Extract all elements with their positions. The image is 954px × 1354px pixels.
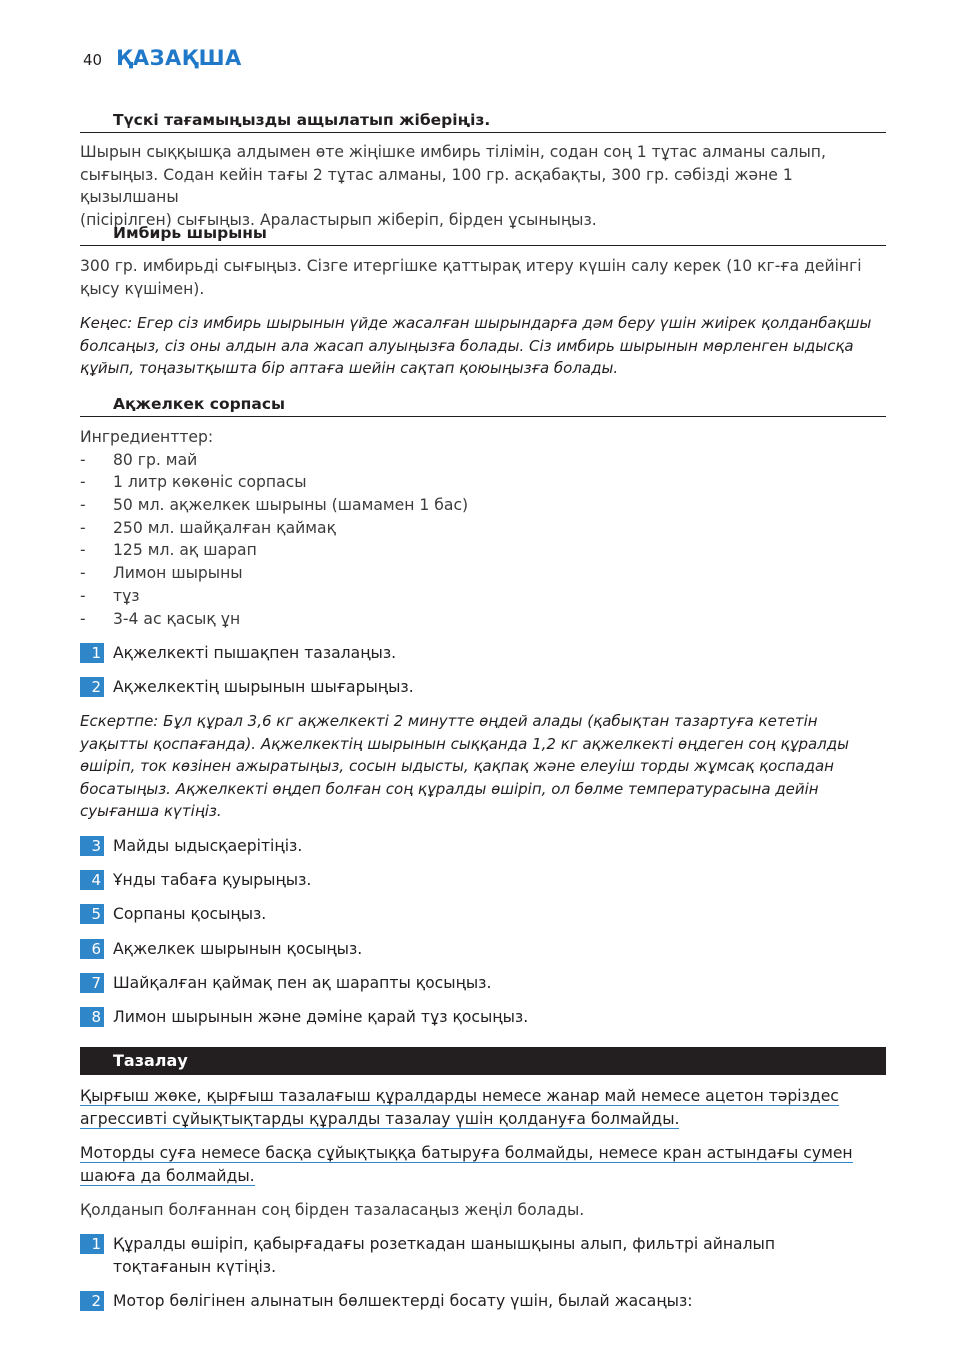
ingredient-item: - 1 литр көкөніс сорпасы — [80, 473, 307, 491]
step-number: 7 — [80, 973, 104, 993]
note-line: Ескертпе: Бұл құрал 3,6 кг ақжелкекті 2 минутте өңдей алады (қабықтан тазартуға кететін — [80, 712, 818, 730]
note-line: босатыңыз. Ақжелкекті өңдеп болған соң құралды өшіріп, ол бөлме температурасына дейін — [80, 779, 819, 798]
step-number: 3 — [80, 836, 104, 856]
warning-immerse — [80, 1142, 890, 1187]
step-text: Ақжелкекті пышақпен тазалаңыз. — [113, 644, 397, 662]
step-number: 2 — [80, 1291, 104, 1311]
step-text: Ақжелкек шырынын қосыңыз. — [113, 940, 363, 958]
page-header — [83, 46, 242, 70]
ingredient-item: - 50 мл. ақжелкек шырыны (шамамен 1 бас) — [80, 496, 469, 514]
step-text: Ұнды табаға қуырыңыз. — [113, 871, 312, 889]
step-item — [80, 938, 890, 961]
ingredient-item: - тұз — [80, 587, 140, 605]
tip-line: Кеңес: Егер сіз имбирь шырынын үйде жасалған шырындарға дәм беру үшін жиірек қолданбақшы — [80, 314, 872, 332]
warning-line: Қырғыш жөке, қырғыш тазалағыш құралдарды немесе жанар май немесе ацетон тәріздес — [80, 1087, 839, 1105]
step-item — [80, 903, 890, 926]
step-item — [80, 972, 890, 995]
language-title: ҚАЗАҚША — [116, 46, 242, 70]
body-line: сығыңыз. Содан кейін тағы 2 тұтас алманы, 100 гр. асқабақты, 300 гр. сәбізді және 1 қызылшаны — [80, 165, 793, 207]
step-text: Сорпаны қосыңыз. — [113, 905, 267, 923]
tip-ginger — [80, 312, 890, 380]
ingredient-item: - Лимон шырыны — [80, 564, 243, 582]
step-number: 6 — [80, 939, 104, 959]
tip-line: құйып, тоңазытқышта бір аптаға шейін сақтап қоюыңызға болады. — [80, 359, 619, 378]
note-line: суығанша күтіңіз. — [80, 802, 222, 821]
section-heading-lunch: Түскі тағамыңызды ащылатып жіберіңіз. — [80, 109, 886, 133]
warning-line: Моторды суға немесе басқа сұйықтыққа батыруға болмайды, немесе кран астындағы сумен — [80, 1144, 853, 1162]
warning-cleaning-agents — [80, 1085, 890, 1130]
tip-line: болсаңыз, сіз оны алдын ала жасап алуыңызға болады. Сіз имбирь шырынын мөрленген ыдысқа — [80, 336, 854, 355]
warning-line: агрессивті сұйықтықтарды құралды тазалау үшін қолдануға болмайды. — [80, 1109, 680, 1128]
ingredient-item: - 80 гр. май — [80, 451, 198, 469]
step-number: 2 — [80, 677, 104, 697]
section-bar-cleaning: Тазалау — [80, 1047, 886, 1075]
step-number: 1 — [80, 1234, 104, 1254]
section-heading-celery: Ақжелкек сорпасы — [80, 393, 886, 417]
step-item — [80, 1233, 890, 1278]
step-item — [80, 835, 890, 858]
ingredient-item: - 3-4 ас қасық ұн — [80, 610, 241, 628]
step-text: Шайқалған қаймақ пен ақ шарапты қосыңыз. — [113, 974, 492, 992]
step-text: Құралды өшіріп, қабырғадағы розеткадан шанышқыны алып, фильтрі айналып тоқтағанын күтіңіз. — [113, 1235, 776, 1276]
page-number: 40 — [83, 51, 103, 69]
step-text: Майды ыдысқаерітіңіз. — [113, 837, 303, 855]
step-item — [80, 1290, 890, 1313]
note-line: өшіріп, ток көзінен ажыратыңыз, сосын ыдысты, қақпақ және елеуіш торды жұмсақ қоспадан — [80, 757, 834, 776]
section-heading-ginger: Имбирь шырыны — [80, 222, 886, 246]
step-text: Лимон шырынын және дәміне қарай тұз қосыңыз. — [113, 1008, 529, 1026]
step-number: 4 — [80, 870, 104, 890]
note-line: уақытты қоспағанда). Ақжелкектің шырынын сыққанда 1,2 кг ақжелкекті өңдеген соң құралды — [80, 734, 849, 753]
body-line: 300 гр. имбирьді сығыңыз. Сізге итергішке қаттырақ итеру күшін салу керек (10 кг-ға дейінгі — [80, 257, 862, 275]
step-number: 8 — [80, 1007, 104, 1027]
body-line: қысу күшімен). — [80, 279, 205, 298]
cleaning-intro: Қолданып болғаннан соң бірден тазаласаңыз жеңіл болады. — [80, 1201, 585, 1219]
note-celery — [80, 710, 890, 823]
step-text: Ақжелкектің шырынын шығарыңыз. — [113, 678, 414, 696]
section-body-lunch — [80, 141, 890, 231]
step-number: 1 — [80, 643, 104, 663]
step-item — [80, 869, 890, 892]
ingredient-item: - 125 мл. ақ шарап — [80, 541, 257, 559]
body-line: Шырын сыққышқа алдымен өте жіңішке имбирь тілімін, содан соң 1 тұтас алманы салып, — [80, 143, 826, 161]
ingredients-label: Ингредиенттер: — [80, 428, 214, 446]
step-number: 5 — [80, 904, 104, 924]
ingredient-item: - 250 мл. шайқалған қаймақ — [80, 519, 337, 537]
step-item — [80, 642, 890, 665]
section-body-ginger — [80, 255, 890, 300]
step-item — [80, 676, 890, 699]
step-text: Мотор бөлігінен алынатын бөлшектерді босату үшін, былай жасаңыз: — [113, 1292, 693, 1310]
body-line: (пісірілген) сығыңыз. Араластырып жіберіп, бірден ұсыныңыз. — [80, 210, 597, 229]
step-item — [80, 1006, 890, 1029]
warning-line: шаюға да болмайды. — [80, 1166, 255, 1185]
